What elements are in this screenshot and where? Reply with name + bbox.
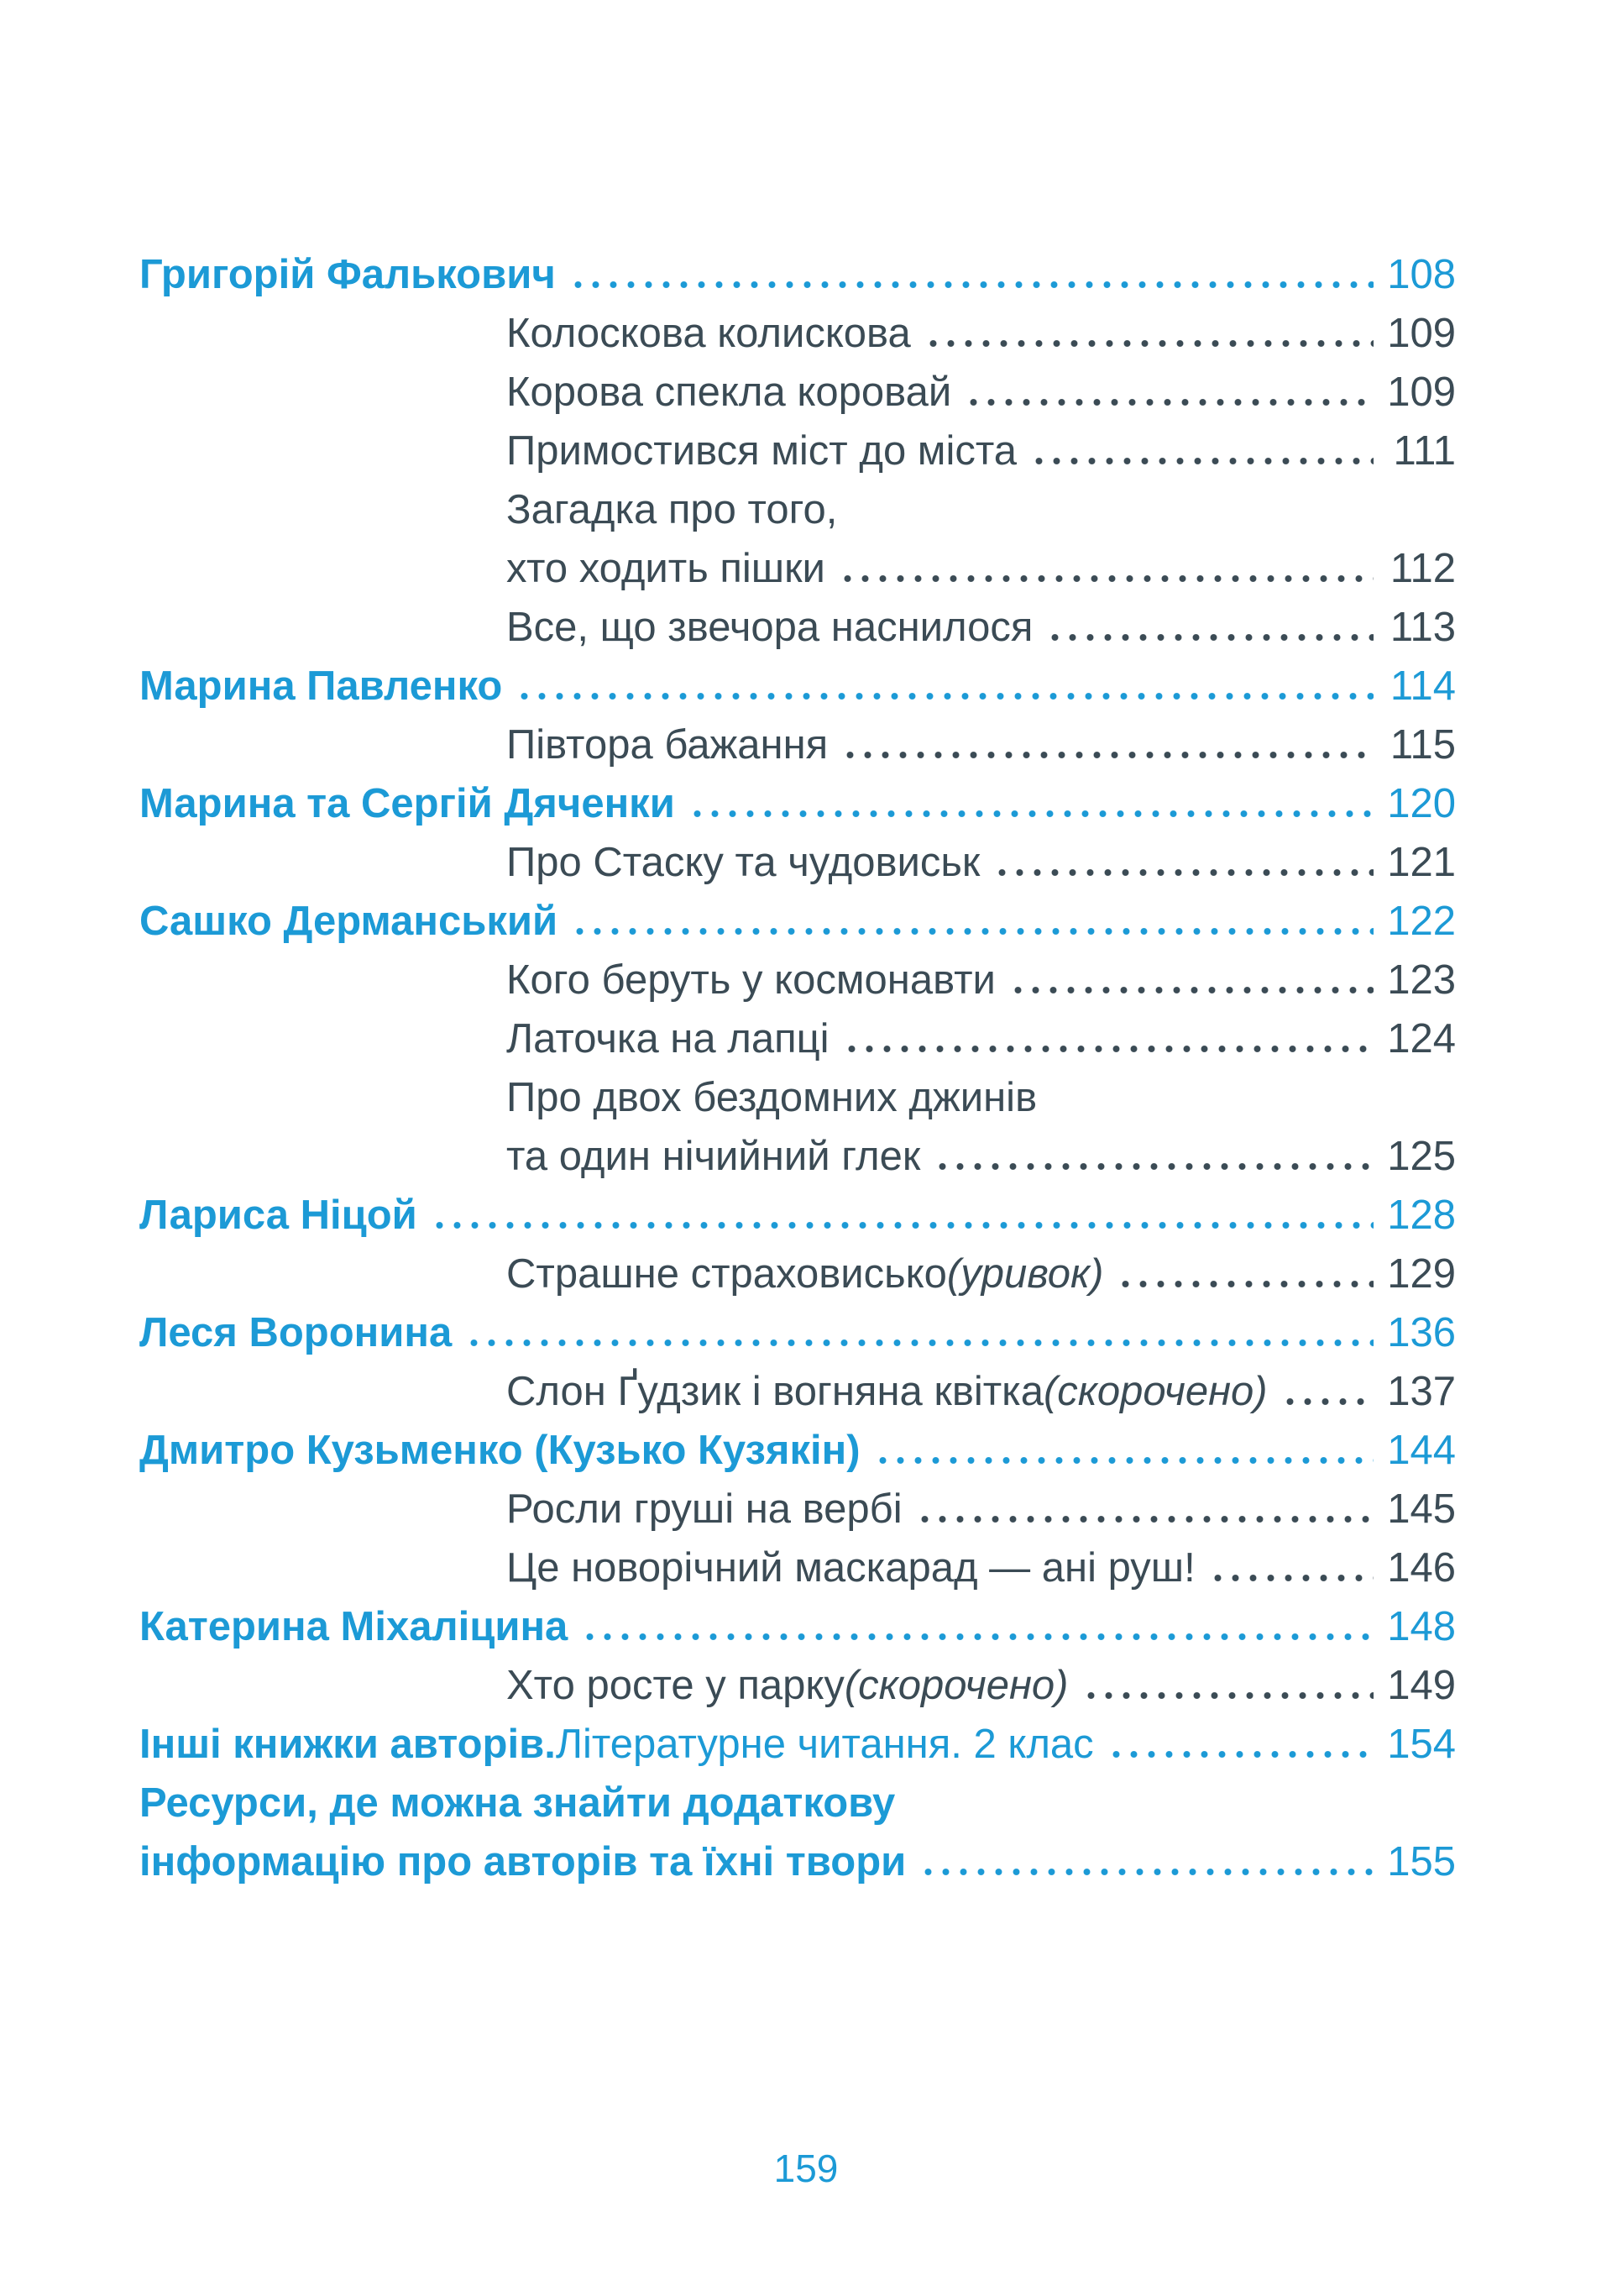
toc-page-number: 122 bbox=[1387, 899, 1456, 944]
toc-entry-note: (скорочено) bbox=[844, 1663, 1069, 1708]
toc-row bbox=[139, 304, 1456, 363]
toc-row bbox=[139, 1774, 1456, 1832]
toc-entry-title: Лариса Ніцой bbox=[139, 1193, 417, 1238]
toc-page-number: 154 bbox=[1387, 1722, 1456, 1767]
toc-page-number: 121 bbox=[1387, 840, 1456, 885]
toc-entry-note: (скорочено) bbox=[1043, 1369, 1268, 1414]
toc-row bbox=[139, 480, 1456, 539]
toc-entry-title: Все, що звечора наснилося bbox=[506, 605, 1034, 650]
toc-page-number: 111 bbox=[1393, 428, 1456, 474]
toc-entry-title: Росли груші на вербі bbox=[506, 1486, 903, 1532]
dotted-leader bbox=[1117, 1281, 1374, 1287]
dotted-leader bbox=[965, 399, 1374, 406]
toc-entry-title: Слон Ґудзик і вогняна квітка bbox=[506, 1369, 1044, 1414]
toc-row bbox=[139, 951, 1456, 1009]
dotted-leader bbox=[924, 340, 1374, 347]
toc-row bbox=[139, 245, 1456, 304]
dotted-leader bbox=[874, 1457, 1374, 1464]
toc-entry-title: Про двох бездомних джинів bbox=[506, 1075, 1038, 1120]
toc-page-number: 120 bbox=[1387, 781, 1456, 826]
toc-entry-title: Про Стаску та чудовиськ bbox=[506, 840, 981, 885]
toc-row bbox=[139, 892, 1456, 951]
toc-row bbox=[139, 1245, 1456, 1303]
dotted-leader bbox=[1046, 634, 1374, 641]
toc-page-number: 108 bbox=[1387, 252, 1456, 297]
dotted-leader bbox=[1009, 987, 1374, 993]
dotted-leader bbox=[1030, 458, 1374, 464]
toc-entry-title: Примостився міст до міста bbox=[506, 428, 1018, 474]
dotted-leader bbox=[431, 1222, 1374, 1229]
toc-page-number: 145 bbox=[1387, 1486, 1456, 1532]
toc-entry-title: Ресурси, де можна знайти додаткову bbox=[139, 1780, 896, 1826]
toc-page-number: 155 bbox=[1387, 1839, 1456, 1885]
footer-page-number: 159 bbox=[773, 2147, 839, 2190]
toc-page-number: 125 bbox=[1387, 1134, 1456, 1179]
dotted-leader bbox=[465, 1339, 1374, 1346]
toc-entry-title: Латочка на лапці bbox=[506, 1016, 830, 1062]
toc-row bbox=[139, 1715, 1456, 1774]
toc-row bbox=[139, 1421, 1456, 1480]
toc-entry-title: Катерина Міхаліцина bbox=[139, 1604, 568, 1649]
toc-entry-title: Григорій Фалькович bbox=[139, 252, 556, 297]
toc-entry-title: Колоскова колискова bbox=[506, 311, 911, 356]
toc-row bbox=[139, 1009, 1456, 1068]
toc-page-number: 109 bbox=[1387, 370, 1456, 415]
toc-entry-title: Хто росте у парку bbox=[506, 1663, 845, 1708]
dotted-leader bbox=[688, 810, 1374, 817]
toc-row bbox=[139, 1480, 1456, 1539]
dotted-leader bbox=[843, 1046, 1374, 1052]
toc-row bbox=[139, 1186, 1456, 1245]
toc-entry-title: Сашко Дерманський bbox=[139, 899, 558, 944]
toc-entry-title: Кого беруть у космонавти bbox=[506, 957, 996, 1003]
dotted-leader bbox=[581, 1633, 1374, 1640]
toc-list bbox=[139, 245, 1456, 1891]
toc-page-number: 144 bbox=[1387, 1428, 1456, 1473]
toc-page-number: 115 bbox=[1390, 722, 1456, 768]
toc-row bbox=[139, 1127, 1456, 1186]
toc-page-number: 148 bbox=[1387, 1604, 1456, 1649]
dotted-leader bbox=[934, 1163, 1374, 1170]
dotted-leader bbox=[916, 1516, 1374, 1523]
toc-page-number: 124 bbox=[1387, 1016, 1456, 1062]
toc-entry-title: Півтора бажання bbox=[506, 722, 829, 768]
toc-row bbox=[139, 657, 1456, 716]
dotted-leader bbox=[839, 575, 1374, 582]
toc-entry-title: інформацію про авторів та їхні твори bbox=[139, 1839, 907, 1885]
toc-row bbox=[139, 1597, 1456, 1656]
toc-row bbox=[139, 363, 1456, 422]
toc-entry-title: хто ходить пішки bbox=[506, 546, 825, 591]
toc-page-number: 109 bbox=[1387, 311, 1456, 356]
dotted-leader bbox=[1082, 1692, 1374, 1699]
toc-entry-title: Інші книжки авторів. bbox=[139, 1722, 556, 1767]
toc-page-number: 129 bbox=[1387, 1251, 1456, 1297]
toc-row bbox=[139, 716, 1456, 774]
toc-page-number: 112 bbox=[1390, 546, 1456, 591]
toc-entry-subtitle: Літературне читання. 2 клас bbox=[555, 1722, 1094, 1767]
dotted-leader bbox=[571, 928, 1374, 935]
toc-entry-title: Марина та Сергій Дяченки bbox=[139, 781, 675, 826]
dotted-leader bbox=[1209, 1575, 1374, 1581]
toc-row bbox=[139, 1656, 1456, 1715]
toc-entry-title: та один нічийний глек bbox=[506, 1134, 921, 1179]
dotted-leader bbox=[569, 281, 1374, 288]
toc-entry-title: Дмитро Кузьменко (Кузько Кузякін) bbox=[139, 1428, 861, 1473]
toc-page-number: 149 bbox=[1387, 1663, 1456, 1708]
toc-row bbox=[139, 598, 1456, 657]
dotted-leader bbox=[919, 1869, 1374, 1875]
dotted-leader bbox=[1281, 1398, 1374, 1405]
toc-page-number: 113 bbox=[1390, 605, 1456, 650]
toc-entry-title: Марина Павленко bbox=[139, 663, 503, 709]
dotted-leader bbox=[993, 869, 1374, 876]
dotted-leader bbox=[1107, 1751, 1374, 1758]
toc-page-number: 136 bbox=[1387, 1310, 1456, 1355]
toc-entry-title: Це новорічний маскарад — ані руш! bbox=[506, 1545, 1196, 1591]
toc-page-number: 137 bbox=[1387, 1369, 1456, 1414]
toc-entry-note: (уривок) bbox=[946, 1251, 1104, 1297]
toc-row bbox=[139, 1303, 1456, 1362]
dotted-leader bbox=[516, 693, 1374, 700]
toc-entry-title: Корова спекла коровай bbox=[506, 370, 952, 415]
toc-row bbox=[139, 1539, 1456, 1597]
toc-row bbox=[139, 1832, 1456, 1891]
toc-row bbox=[139, 774, 1456, 833]
toc-page-number: 114 bbox=[1390, 663, 1456, 709]
dotted-leader bbox=[841, 752, 1374, 758]
toc-page-number: 123 bbox=[1387, 957, 1456, 1003]
toc-row bbox=[139, 1362, 1456, 1421]
toc-row bbox=[139, 422, 1456, 480]
toc-row bbox=[139, 1068, 1456, 1127]
toc-entry-title: Страшне страховисько bbox=[506, 1251, 947, 1297]
toc-page-number: 146 bbox=[1387, 1545, 1456, 1591]
toc-row bbox=[139, 539, 1456, 598]
toc-page-number: 128 bbox=[1387, 1193, 1456, 1238]
toc-entry-title: Загадка про того, bbox=[506, 487, 838, 532]
toc-row bbox=[139, 833, 1456, 892]
toc-entry-title: Леся Воронина bbox=[139, 1310, 453, 1355]
